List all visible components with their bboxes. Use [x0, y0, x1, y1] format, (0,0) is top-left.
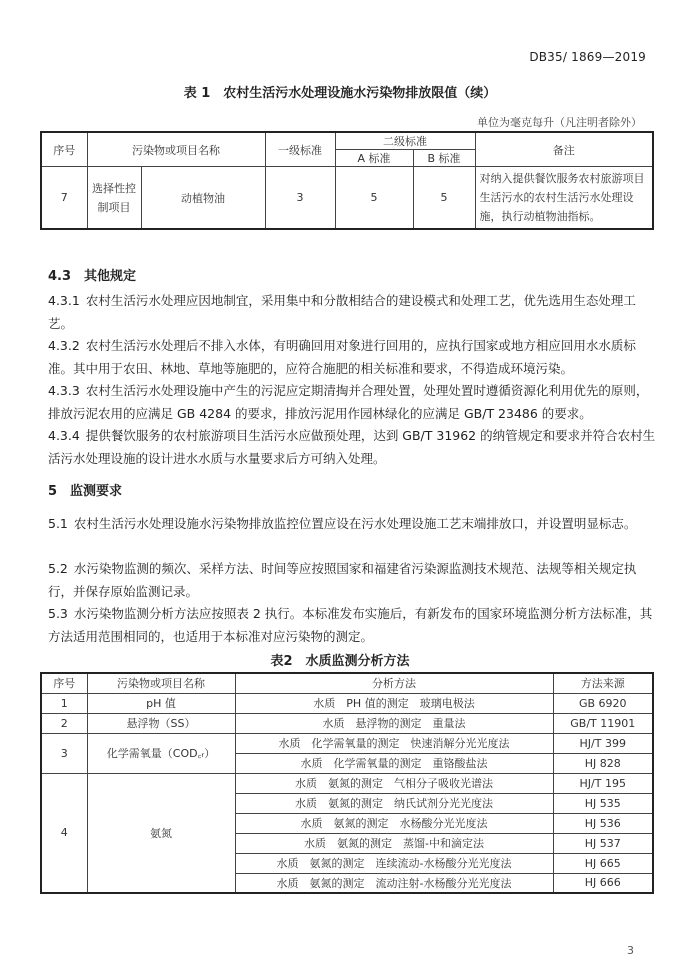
table1-cell-remark: 对纳入提供餐饮服务农村旅游项目生活污水的农村生活污水处理设施，执行动植物油指标。 — [475, 167, 653, 230]
table2 — [40, 672, 654, 894]
table2-cell-source: HJ 665 — [553, 853, 653, 873]
table-row — [41, 733, 653, 753]
table2-cell-source: HJ/T 195 — [553, 773, 653, 793]
table2-cell-seq: 1 — [41, 693, 87, 713]
table1-header-level1: 一级标准 — [265, 132, 335, 167]
section-4-3-heading: 4.3 其他规定 — [48, 269, 137, 284]
table1-cell-level1: 3 — [265, 167, 335, 230]
table1-header-remark: 备注 — [475, 132, 653, 167]
clause-number: 5.1 — [48, 516, 68, 531]
section-5-heading: 5 监测要求 — [48, 484, 123, 499]
table1-header-seq: 序号 — [41, 132, 87, 167]
table2-cell-method: 水质 化学需氧量的测定 重铬酸盐法 — [235, 753, 553, 773]
table2-cell-method: 水质 悬浮物的测定 重量法 — [235, 713, 553, 733]
table2-cell-source: HJ 535 — [553, 793, 653, 813]
paragraph-5-2 — [48, 558, 658, 603]
table2-cell-seq: 3 — [41, 733, 87, 773]
table2-cell-source: HJ 536 — [553, 813, 653, 833]
clause-number: 4.3.1 — [48, 293, 80, 308]
clause-text: 水污染物监测的频次、采样方法、时间等应按照国家和福建省污染源监测技术规范、法规等相关规定执行，并保存原始监测记录。 — [48, 561, 637, 599]
table2-cell-seq: 4 — [41, 773, 87, 893]
table2-cell-source: GB 6920 — [553, 693, 653, 713]
table2-cell-method: 水质 氨氮的测定 蒸馏-中和滴定法 — [235, 833, 553, 853]
table1-header-level2-b: B 标准 — [413, 150, 475, 167]
paragraph-5-3 — [48, 603, 658, 648]
table2-cell-item: 悬浮物（SS） — [87, 713, 235, 733]
table1 — [40, 131, 654, 230]
table2-cell-item: 化学需氧量（COD꜀ᵣ） — [87, 733, 235, 773]
clause-number: 4.3.4 — [48, 428, 80, 443]
table2-cell-seq: 2 — [41, 713, 87, 733]
table-row — [41, 167, 653, 230]
table1-header-level2-a: A 标准 — [335, 150, 413, 167]
page-number: 3 — [627, 944, 634, 957]
table-row — [41, 773, 653, 793]
clause-text: 农村生活污水处理应因地制宜，采用集中和分散相结合的建设模式和处理工艺，优先选用生态处理工艺。 — [48, 293, 636, 331]
table1-title: 表 1 农村生活污水处理设施水污染物排放限值（续） — [183, 86, 497, 101]
clause-number: 4.3.3 — [48, 383, 80, 398]
clause-number: 5.2 — [48, 561, 68, 576]
table2-cell-method: 水质 氨氮的测定 连续流动-水杨酸分光光度法 — [235, 853, 553, 873]
table2-header-source: 方法来源 — [553, 673, 653, 693]
table-row — [41, 693, 653, 713]
table-row — [41, 713, 653, 733]
table1-cell-category: 选择性控制项目 — [87, 167, 141, 230]
table2-cell-method: 水质 氨氮的测定 纳氏试剂分光光度法 — [235, 793, 553, 813]
table1-cell-item: 动植物油 — [141, 167, 265, 230]
clause-text: 水污染物监测分析方法应按照表 2 执行。本标准发布实施后，有新发布的国家环境监测分析方法标准，其方法适用范围相同的，也适用于本标准对应污染物的测定。 — [48, 606, 653, 644]
table2-cell-item: 氨氮 — [87, 773, 235, 893]
table1-unit-note: 单位为毫克每升（凡注明者除外） — [477, 116, 642, 129]
paragraph-4-3-4 — [48, 425, 658, 470]
document-code: DB35/ 1869—2019 — [529, 50, 646, 64]
table2-title: 表2 水质监测分析方法 — [270, 654, 410, 669]
table2-header-seq: 序号 — [41, 673, 87, 693]
table1-header-item: 污染物或项目名称 — [87, 132, 265, 167]
table2-cell-method: 水质 PH 值的测定 玻璃电极法 — [235, 693, 553, 713]
table2-cell-item: pH 值 — [87, 693, 235, 713]
clause-number: 4.3.2 — [48, 338, 80, 353]
paragraph-5-1 — [48, 513, 658, 536]
table2-cell-source: HJ 828 — [553, 753, 653, 773]
clause-number: 5.3 — [48, 606, 68, 621]
clause-text: 农村生活污水处理设施水污染物排放监控位置应设在污水处理设施工艺末端排放口，并设置明显标志。 — [73, 516, 637, 531]
table2-cell-source: HJ/T 399 — [553, 733, 653, 753]
table2-header-method: 分析方法 — [235, 673, 553, 693]
table2-cell-method: 水质 化学需氧量的测定 快速消解分光光度法 — [235, 733, 553, 753]
table1-header-level2: 二级标准 — [335, 132, 475, 150]
paragraph-4-3-3 — [48, 380, 658, 425]
clause-text: 农村生活污水处理设施中产生的污泥应定期清掏并合理处置，处理处置时遵循资源化利用优先的原则，排放污泥农用的应满足 GB 4284 的要求，排放污泥用作园林绿化的应满足 GB/T 23486 的要求。 — [48, 383, 649, 421]
table2-cell-source: GB/T 11901 — [553, 713, 653, 733]
table1-cell-b: 5 — [413, 167, 475, 230]
clause-text: 提供餐饮服务的农村旅游项目生活污水应做预处理，达到 GB/T 31962 的纳管规定和要求并符合农村生活污水处理设施的设计进水水质与水量要求后方可纳入处理。 — [48, 428, 656, 466]
table2-cell-method: 水质 氨氮的测定 流动注射-水杨酸分光光度法 — [235, 873, 553, 893]
clause-text: 农村生活污水处理后不排入水体，有明确回用对象进行回用的，应执行国家或地方相应回用水水质标准。其中用于农田、林地、草地等施肥的，应符合施肥的相关标准和要求，不得造成环境污染。 — [48, 338, 636, 376]
paragraph-4-3-1 — [48, 290, 658, 335]
table2-cell-source: HJ 537 — [553, 833, 653, 853]
table2-cell-source: HJ 666 — [553, 873, 653, 893]
table1-cell-a: 5 — [335, 167, 413, 230]
table2-header-item: 污染物或项目名称 — [87, 673, 235, 693]
table1-cell-seq: 7 — [41, 167, 87, 230]
table2-cell-method: 水质 氨氮的测定 水杨酸分光光度法 — [235, 813, 553, 833]
paragraph-4-3-2 — [48, 335, 658, 380]
table2-cell-method: 水质 氨氮的测定 气相分子吸收光谱法 — [235, 773, 553, 793]
